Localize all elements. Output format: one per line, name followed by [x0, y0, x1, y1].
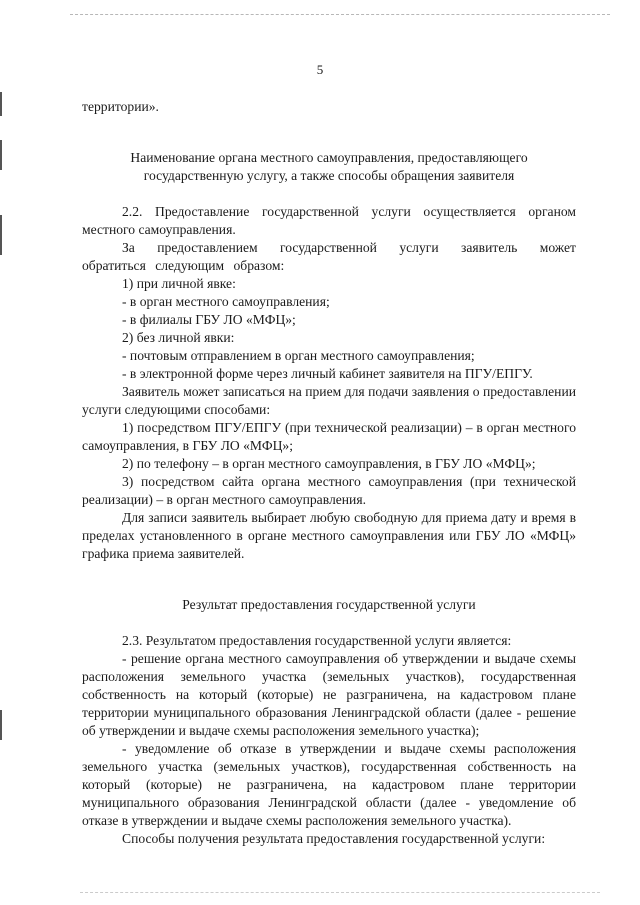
section-heading: Результат предоставления государственной услуги	[182, 597, 476, 612]
page-number: 5	[316, 62, 324, 77]
scan-artifact-top	[70, 14, 610, 17]
list-item: - почтовым отправлением в орган местного самоуправления;	[122, 348, 475, 363]
scan-margin-mark	[0, 710, 2, 740]
paragraph: Для записи заявитель выбирает любую свободную для приема дату и время в пределах установленного в органе местного самоуправления или ГБУ ЛО «МФЦ» графика приема заявителей.	[82, 510, 576, 561]
list-item: 2) по телефону – в орган местного самоуправления, в ГБУ ЛО «МФЦ»;	[122, 456, 536, 471]
scan-margin-mark	[0, 92, 2, 116]
scan-margin-mark	[0, 215, 2, 255]
continuation-line: территории».	[82, 99, 159, 114]
list-item: 3) посредством сайта органа местного самоуправления (при технической реализации) – в орган местного самоуправления.	[82, 474, 576, 507]
list-item: 2) без личной явки:	[122, 330, 235, 345]
paragraph: За предоставлением государственной услуги заявитель может обратиться следующим образом:	[82, 240, 576, 273]
scan-artifact-bottom	[80, 892, 600, 895]
section-heading-line: государственную услугу, а также способы обращения заявителя	[143, 168, 515, 183]
section-heading-line: Наименование органа местного самоуправления, предоставляющего	[130, 150, 528, 165]
list-item: 1) при личной явке:	[122, 276, 236, 291]
list-item: - в орган местного самоуправления;	[122, 294, 330, 309]
paragraph: Способы получения результата предоставления государственной услуги:	[122, 831, 546, 846]
paragraph: Заявитель может записаться на прием для подачи заявления о предоставлении услуги следующими способами:	[82, 384, 576, 417]
document-body	[82, 98, 576, 848]
list-item: - решение органа местного самоуправления об утверждении и выдаче схемы расположения земельного участка (земельных участков), государственная собственность на который (которые) не разграничена, на кадастровом плане территории муниципального образования Ленинградской области (далее - решение об утверждении и выдаче схемы расположения земельного участка);	[82, 651, 576, 738]
paragraph-2-2: 2.2. Предоставление государственной услуги осуществляется органом местного самоуправления.	[82, 204, 576, 237]
list-item: - в филиалы ГБУ ЛО «МФЦ»;	[122, 312, 296, 327]
scan-margin-mark	[0, 140, 2, 170]
list-item: - в электронной форме через личный кабинет заявителя на ПГУ/ЕПГУ.	[122, 366, 533, 381]
list-item: 1) посредством ПГУ/ЕПГУ (при технической реализации) – в орган местного самоуправления, в ГБУ ЛО «МФЦ»;	[82, 420, 576, 453]
paragraph-2-3: 2.3. Результатом предоставления государственной услуги является:	[122, 633, 512, 648]
list-item: - уведомление об отказе в утверждении и выдаче схемы расположения земельного участка (земельных участков), государственная собственность на который (которые) не разграничена, на кадастровом плане территории муниципального образования Ленинградской области (далее - уведомление об отказе в утверждении и выдаче схемы расположения земельного участка).	[82, 741, 576, 828]
